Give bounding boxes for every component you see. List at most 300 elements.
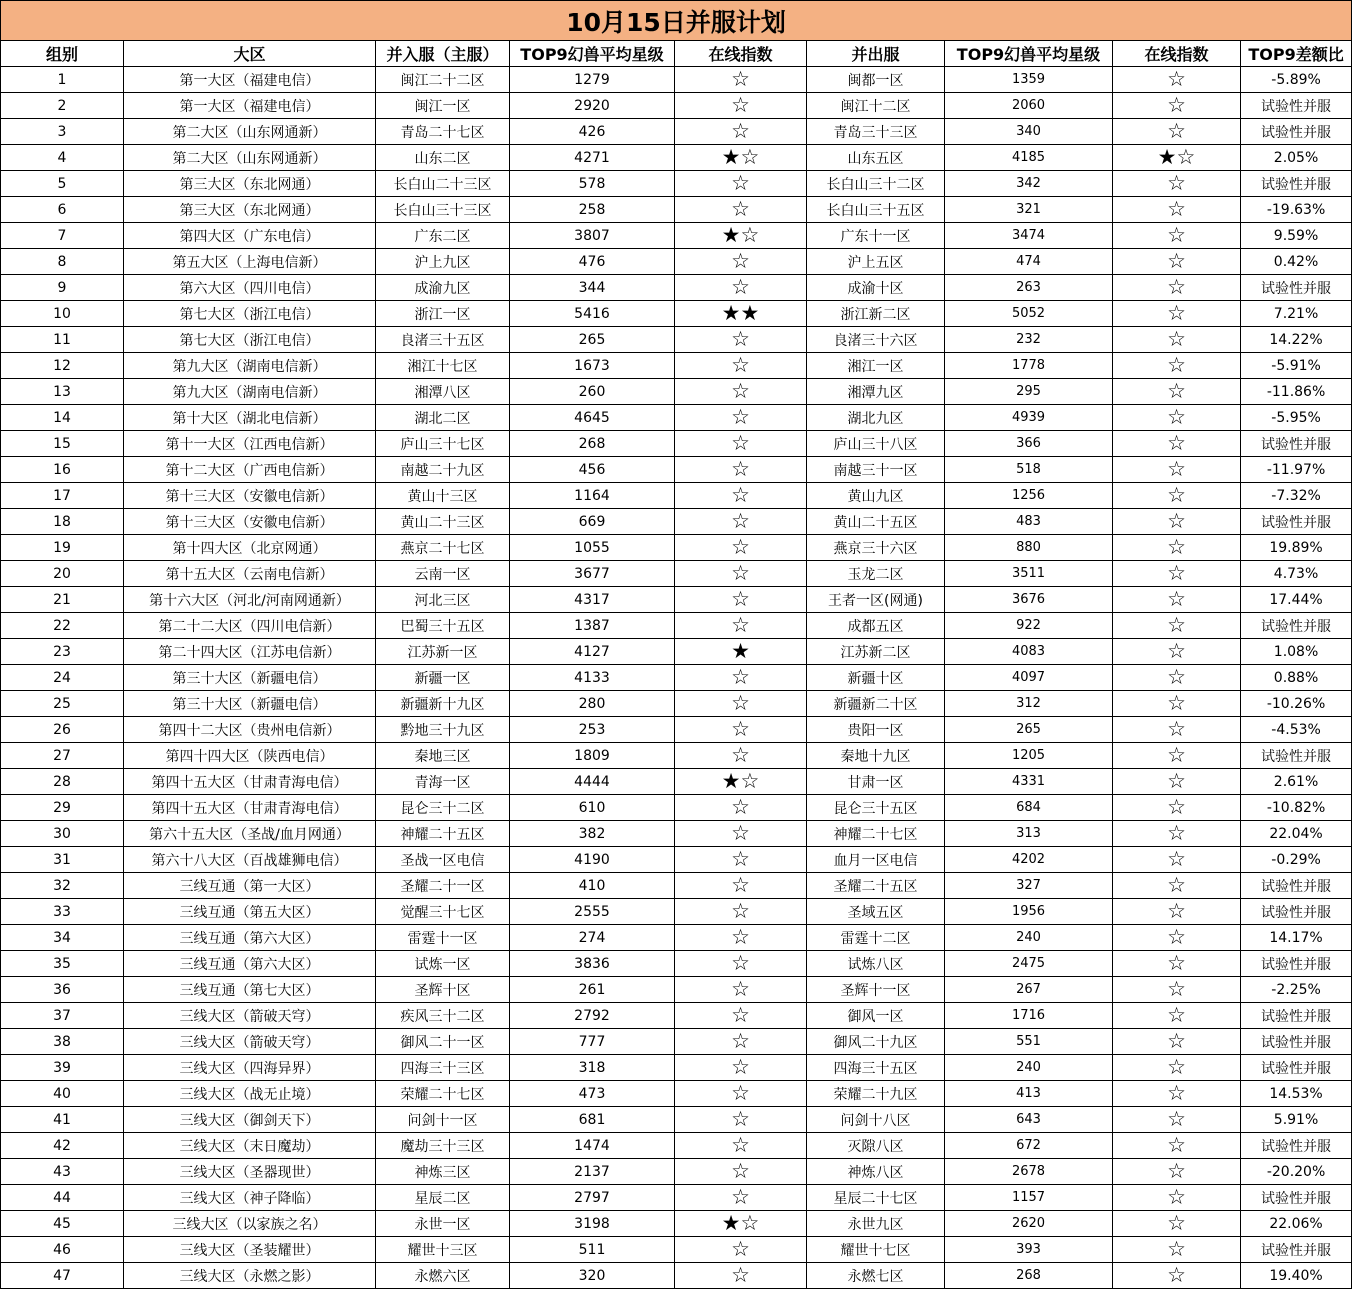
cell-group[interactable]: 37 <box>1 1003 124 1029</box>
cell-group[interactable]: 45 <box>1 1211 124 1237</box>
cell-region[interactable]: 第十四大区（北京网通） <box>124 535 376 561</box>
cell-region[interactable]: 三线互通（第七大区） <box>124 977 376 1003</box>
cell-region[interactable]: 第四十四大区（陕西电信） <box>124 743 376 769</box>
cell-out-server[interactable]: 庐山三十八区 <box>807 431 945 457</box>
header-group[interactable]: 组别 <box>1 41 124 67</box>
cell-out-top9[interactable]: 1359 <box>945 67 1113 93</box>
cell-out-online[interactable]: ☆ <box>1113 821 1241 847</box>
cell-region[interactable]: 三线大区（箭破天穹） <box>124 1029 376 1055</box>
cell-main-online[interactable]: ☆ <box>675 1107 807 1133</box>
cell-region[interactable]: 三线大区（箭破天穹） <box>124 1003 376 1029</box>
header-out-server[interactable]: 并出服 <box>807 41 945 67</box>
cell-out-online[interactable]: ☆ <box>1113 873 1241 899</box>
cell-group[interactable]: 42 <box>1 1133 124 1159</box>
cell-main-online[interactable]: ☆ <box>675 171 807 197</box>
cell-out-server[interactable]: 江苏新二区 <box>807 639 945 665</box>
cell-group[interactable]: 46 <box>1 1237 124 1263</box>
cell-out-server[interactable]: 耀世十七区 <box>807 1237 945 1263</box>
cell-out-top9[interactable]: 313 <box>945 821 1113 847</box>
cell-main-server[interactable]: 秦地三区 <box>376 743 510 769</box>
cell-main-server[interactable]: 永燃六区 <box>376 1263 510 1289</box>
cell-out-server[interactable]: 青岛三十三区 <box>807 119 945 145</box>
cell-out-server[interactable]: 广东十一区 <box>807 223 945 249</box>
cell-main-server[interactable]: 湖北二区 <box>376 405 510 431</box>
cell-region[interactable]: 第四十二大区（贵州电信新） <box>124 717 376 743</box>
cell-region[interactable]: 第十二大区（广西电信新） <box>124 457 376 483</box>
cell-main-top9[interactable]: 344 <box>510 275 675 301</box>
cell-out-top9[interactable]: 267 <box>945 977 1113 1003</box>
cell-out-online[interactable]: ☆ <box>1113 691 1241 717</box>
cell-main-top9[interactable]: 1474 <box>510 1133 675 1159</box>
cell-out-server[interactable]: 永燃七区 <box>807 1263 945 1289</box>
cell-diff-ratio[interactable]: 试验性并服 <box>1241 171 1352 197</box>
cell-group[interactable]: 22 <box>1 613 124 639</box>
cell-main-server[interactable]: 云南一区 <box>376 561 510 587</box>
cell-out-top9[interactable]: 340 <box>945 119 1113 145</box>
header-out-top9[interactable]: TOP9幻兽平均星级 <box>945 41 1113 67</box>
cell-main-server[interactable]: 广东二区 <box>376 223 510 249</box>
cell-out-top9[interactable]: 321 <box>945 197 1113 223</box>
cell-diff-ratio[interactable]: -10.82% <box>1241 795 1352 821</box>
cell-out-online[interactable]: ☆ <box>1113 1211 1241 1237</box>
cell-main-server[interactable]: 试炼一区 <box>376 951 510 977</box>
cell-diff-ratio[interactable]: 试验性并服 <box>1241 873 1352 899</box>
cell-out-top9[interactable]: 1256 <box>945 483 1113 509</box>
cell-main-top9[interactable]: 4317 <box>510 587 675 613</box>
cell-out-top9[interactable]: 1157 <box>945 1185 1113 1211</box>
cell-region[interactable]: 三线大区（战无止境） <box>124 1081 376 1107</box>
cell-region[interactable]: 第四大区（广东电信） <box>124 223 376 249</box>
cell-out-online[interactable]: ☆ <box>1113 67 1241 93</box>
cell-region[interactable]: 三线大区（圣器现世） <box>124 1159 376 1185</box>
cell-region[interactable]: 三线大区（御剑天下） <box>124 1107 376 1133</box>
cell-main-top9[interactable]: 511 <box>510 1237 675 1263</box>
cell-out-server[interactable]: 昆仑三十五区 <box>807 795 945 821</box>
cell-main-top9[interactable]: 320 <box>510 1263 675 1289</box>
cell-out-top9[interactable]: 1956 <box>945 899 1113 925</box>
cell-region[interactable]: 第十大区（湖北电信新） <box>124 405 376 431</box>
cell-main-top9[interactable]: 1164 <box>510 483 675 509</box>
cell-main-server[interactable]: 沪上九区 <box>376 249 510 275</box>
cell-main-server[interactable]: 神炼三区 <box>376 1159 510 1185</box>
cell-group[interactable]: 18 <box>1 509 124 535</box>
cell-main-server[interactable]: 永世一区 <box>376 1211 510 1237</box>
cell-main-online[interactable]: ☆ <box>675 717 807 743</box>
cell-main-online[interactable]: ★☆ <box>675 145 807 171</box>
cell-main-top9[interactable]: 2920 <box>510 93 675 119</box>
cell-main-top9[interactable]: 4645 <box>510 405 675 431</box>
cell-diff-ratio[interactable]: 9.59% <box>1241 223 1352 249</box>
cell-group[interactable]: 33 <box>1 899 124 925</box>
cell-diff-ratio[interactable]: 试验性并服 <box>1241 951 1352 977</box>
cell-diff-ratio[interactable]: 试验性并服 <box>1241 1185 1352 1211</box>
cell-out-online[interactable]: ☆ <box>1113 249 1241 275</box>
header-main-online[interactable]: 在线指数 <box>675 41 807 67</box>
cell-main-server[interactable]: 长白山二十三区 <box>376 171 510 197</box>
cell-group[interactable]: 30 <box>1 821 124 847</box>
cell-diff-ratio[interactable]: 试验性并服 <box>1241 509 1352 535</box>
cell-main-top9[interactable]: 274 <box>510 925 675 951</box>
cell-main-server[interactable]: 问剑十一区 <box>376 1107 510 1133</box>
cell-main-server[interactable]: 觉醒三十七区 <box>376 899 510 925</box>
cell-main-online[interactable]: ☆ <box>675 1185 807 1211</box>
cell-main-top9[interactable]: 1055 <box>510 535 675 561</box>
cell-out-server[interactable]: 良渚三十六区 <box>807 327 945 353</box>
cell-out-online[interactable]: ☆ <box>1113 1081 1241 1107</box>
cell-diff-ratio[interactable]: -5.89% <box>1241 67 1352 93</box>
cell-diff-ratio[interactable]: -2.25% <box>1241 977 1352 1003</box>
cell-out-server[interactable]: 沪上五区 <box>807 249 945 275</box>
cell-main-server[interactable]: 疾风三十二区 <box>376 1003 510 1029</box>
cell-main-online[interactable]: ☆ <box>675 379 807 405</box>
cell-main-online[interactable]: ★☆ <box>675 769 807 795</box>
cell-out-server[interactable]: 血月一区电信 <box>807 847 945 873</box>
cell-out-top9[interactable]: 4202 <box>945 847 1113 873</box>
cell-main-top9[interactable]: 1279 <box>510 67 675 93</box>
cell-diff-ratio[interactable]: 试验性并服 <box>1241 1055 1352 1081</box>
cell-out-online[interactable]: ☆ <box>1113 587 1241 613</box>
cell-main-online[interactable]: ☆ <box>675 535 807 561</box>
header-main-server[interactable]: 并入服（主服） <box>376 41 510 67</box>
cell-region[interactable]: 第一大区（福建电信） <box>124 67 376 93</box>
cell-region[interactable]: 第三十大区（新疆电信） <box>124 665 376 691</box>
cell-region[interactable]: 第七大区（浙江电信） <box>124 301 376 327</box>
cell-main-top9[interactable]: 5416 <box>510 301 675 327</box>
cell-diff-ratio[interactable]: -7.32% <box>1241 483 1352 509</box>
cell-diff-ratio[interactable]: 试验性并服 <box>1241 1237 1352 1263</box>
cell-group[interactable]: 20 <box>1 561 124 587</box>
cell-region[interactable]: 第三大区（东北网通） <box>124 197 376 223</box>
cell-out-online[interactable]: ☆ <box>1113 613 1241 639</box>
cell-out-server[interactable]: 黄山二十五区 <box>807 509 945 535</box>
cell-main-top9[interactable]: 456 <box>510 457 675 483</box>
cell-out-top9[interactable]: 643 <box>945 1107 1113 1133</box>
cell-main-online[interactable]: ☆ <box>675 795 807 821</box>
cell-main-online[interactable]: ☆ <box>675 1237 807 1263</box>
cell-main-online[interactable]: ☆ <box>675 1055 807 1081</box>
cell-main-server[interactable]: 黔地三十九区 <box>376 717 510 743</box>
cell-out-top9[interactable]: 413 <box>945 1081 1113 1107</box>
cell-diff-ratio[interactable]: -20.20% <box>1241 1159 1352 1185</box>
cell-out-server[interactable]: 雷霆十二区 <box>807 925 945 951</box>
cell-main-top9[interactable]: 253 <box>510 717 675 743</box>
cell-main-top9[interactable]: 280 <box>510 691 675 717</box>
cell-out-online[interactable]: ☆ <box>1113 665 1241 691</box>
cell-region[interactable]: 第一大区（福建电信） <box>124 93 376 119</box>
cell-group[interactable]: 35 <box>1 951 124 977</box>
cell-main-online[interactable]: ☆ <box>675 483 807 509</box>
cell-main-top9[interactable]: 476 <box>510 249 675 275</box>
cell-out-top9[interactable]: 342 <box>945 171 1113 197</box>
cell-group[interactable]: 31 <box>1 847 124 873</box>
cell-main-top9[interactable]: 578 <box>510 171 675 197</box>
cell-out-top9[interactable]: 4083 <box>945 639 1113 665</box>
cell-diff-ratio[interactable]: -5.91% <box>1241 353 1352 379</box>
cell-out-server[interactable]: 湖北九区 <box>807 405 945 431</box>
cell-main-server[interactable]: 河北三区 <box>376 587 510 613</box>
cell-main-top9[interactable]: 1387 <box>510 613 675 639</box>
cell-diff-ratio[interactable]: 试验性并服 <box>1241 1133 1352 1159</box>
cell-out-top9[interactable]: 2475 <box>945 951 1113 977</box>
cell-group[interactable]: 12 <box>1 353 124 379</box>
cell-out-online[interactable]: ☆ <box>1113 93 1241 119</box>
cell-out-online[interactable]: ☆ <box>1113 535 1241 561</box>
cell-group[interactable]: 21 <box>1 587 124 613</box>
cell-main-server[interactable]: 庐山三十七区 <box>376 431 510 457</box>
cell-region[interactable]: 第六十八大区（百战雄狮电信） <box>124 847 376 873</box>
cell-out-top9[interactable]: 1778 <box>945 353 1113 379</box>
cell-main-online[interactable]: ☆ <box>675 275 807 301</box>
cell-group[interactable]: 47 <box>1 1263 124 1289</box>
cell-main-online[interactable]: ☆ <box>675 925 807 951</box>
cell-region[interactable]: 第二十四大区（江苏电信新） <box>124 639 376 665</box>
cell-out-server[interactable]: 灭隙八区 <box>807 1133 945 1159</box>
cell-group[interactable]: 26 <box>1 717 124 743</box>
cell-main-server[interactable]: 江苏新一区 <box>376 639 510 665</box>
cell-region[interactable]: 三线互通（第五大区） <box>124 899 376 925</box>
cell-out-online[interactable]: ☆ <box>1113 639 1241 665</box>
cell-diff-ratio[interactable]: 1.08% <box>1241 639 1352 665</box>
cell-group[interactable]: 23 <box>1 639 124 665</box>
cell-out-online[interactable]: ☆ <box>1113 1237 1241 1263</box>
cell-out-online[interactable]: ☆ <box>1113 457 1241 483</box>
cell-out-top9[interactable]: 5052 <box>945 301 1113 327</box>
cell-out-online[interactable]: ☆ <box>1113 561 1241 587</box>
cell-group[interactable]: 10 <box>1 301 124 327</box>
cell-out-online[interactable]: ☆ <box>1113 171 1241 197</box>
cell-out-server[interactable]: 问剑十八区 <box>807 1107 945 1133</box>
cell-group[interactable]: 15 <box>1 431 124 457</box>
cell-diff-ratio[interactable]: 7.21% <box>1241 301 1352 327</box>
cell-out-server[interactable]: 贵阳一区 <box>807 717 945 743</box>
cell-out-server[interactable]: 闽江十二区 <box>807 93 945 119</box>
cell-main-server[interactable]: 荣耀二十七区 <box>376 1081 510 1107</box>
cell-out-server[interactable]: 圣辉十一区 <box>807 977 945 1003</box>
cell-region[interactable]: 第九大区（湖南电信新） <box>124 379 376 405</box>
cell-region[interactable]: 三线互通（第六大区） <box>124 925 376 951</box>
cell-group[interactable]: 17 <box>1 483 124 509</box>
cell-diff-ratio[interactable]: 试验性并服 <box>1241 275 1352 301</box>
cell-out-top9[interactable]: 4097 <box>945 665 1113 691</box>
cell-out-top9[interactable]: 483 <box>945 509 1113 535</box>
cell-region[interactable]: 第十五大区（云南电信新） <box>124 561 376 587</box>
cell-main-top9[interactable]: 473 <box>510 1081 675 1107</box>
cell-group[interactable]: 13 <box>1 379 124 405</box>
cell-out-top9[interactable]: 2678 <box>945 1159 1113 1185</box>
cell-main-online[interactable]: ☆ <box>675 197 807 223</box>
cell-out-top9[interactable]: 240 <box>945 925 1113 951</box>
header-diff-ratio[interactable]: TOP9差额比 <box>1241 41 1352 67</box>
cell-main-top9[interactable]: 4190 <box>510 847 675 873</box>
cell-diff-ratio[interactable]: -0.29% <box>1241 847 1352 873</box>
cell-diff-ratio[interactable]: -5.95% <box>1241 405 1352 431</box>
cell-diff-ratio[interactable]: -11.97% <box>1241 457 1352 483</box>
cell-main-online[interactable]: ☆ <box>675 1133 807 1159</box>
cell-out-server[interactable]: 御风一区 <box>807 1003 945 1029</box>
cell-main-online[interactable]: ☆ <box>675 899 807 925</box>
cell-main-online[interactable]: ☆ <box>675 587 807 613</box>
cell-diff-ratio[interactable]: 4.73% <box>1241 561 1352 587</box>
cell-region[interactable]: 三线大区（末日魔劫） <box>124 1133 376 1159</box>
cell-out-top9[interactable]: 474 <box>945 249 1113 275</box>
cell-diff-ratio[interactable]: 试验性并服 <box>1241 613 1352 639</box>
cell-main-online[interactable]: ☆ <box>675 743 807 769</box>
cell-group[interactable]: 8 <box>1 249 124 275</box>
cell-out-online[interactable]: ☆ <box>1113 379 1241 405</box>
cell-main-server[interactable]: 昆仑三十二区 <box>376 795 510 821</box>
cell-out-top9[interactable]: 4185 <box>945 145 1113 171</box>
cell-out-top9[interactable]: 922 <box>945 613 1113 639</box>
cell-main-top9[interactable]: 2792 <box>510 1003 675 1029</box>
cell-region[interactable]: 第十一大区（江西电信新） <box>124 431 376 457</box>
cell-main-top9[interactable]: 1809 <box>510 743 675 769</box>
cell-out-online[interactable]: ☆ <box>1113 353 1241 379</box>
cell-out-online[interactable]: ☆ <box>1113 327 1241 353</box>
cell-main-top9[interactable]: 2555 <box>510 899 675 925</box>
cell-main-top9[interactable]: 260 <box>510 379 675 405</box>
cell-out-server[interactable]: 湘江一区 <box>807 353 945 379</box>
cell-main-online[interactable]: ★★ <box>675 301 807 327</box>
cell-region[interactable]: 第二大区（山东网通新） <box>124 145 376 171</box>
cell-diff-ratio[interactable]: 14.17% <box>1241 925 1352 951</box>
cell-out-server[interactable]: 闽都一区 <box>807 67 945 93</box>
cell-main-online[interactable]: ☆ <box>675 353 807 379</box>
cell-main-top9[interactable]: 4133 <box>510 665 675 691</box>
cell-out-server[interactable]: 神耀二十七区 <box>807 821 945 847</box>
cell-group[interactable]: 39 <box>1 1055 124 1081</box>
cell-out-server[interactable]: 黄山九区 <box>807 483 945 509</box>
cell-region[interactable]: 第十三大区（安徽电信新） <box>124 509 376 535</box>
cell-main-online[interactable]: ☆ <box>675 977 807 1003</box>
cell-diff-ratio[interactable]: -19.63% <box>1241 197 1352 223</box>
cell-diff-ratio[interactable]: 0.42% <box>1241 249 1352 275</box>
cell-group[interactable]: 4 <box>1 145 124 171</box>
cell-out-server[interactable]: 秦地十九区 <box>807 743 945 769</box>
cell-region[interactable]: 三线大区（圣装耀世） <box>124 1237 376 1263</box>
cell-out-online[interactable]: ☆ <box>1113 925 1241 951</box>
cell-out-online[interactable]: ☆ <box>1113 301 1241 327</box>
cell-main-online[interactable]: ☆ <box>675 873 807 899</box>
cell-main-online[interactable]: ☆ <box>675 249 807 275</box>
cell-out-online[interactable]: ☆ <box>1113 951 1241 977</box>
cell-out-online[interactable]: ☆ <box>1113 1263 1241 1289</box>
cell-region[interactable]: 第七大区（浙江电信） <box>124 327 376 353</box>
cell-out-online[interactable]: ☆ <box>1113 717 1241 743</box>
cell-out-online[interactable]: ☆ <box>1113 977 1241 1003</box>
cell-diff-ratio[interactable]: 试验性并服 <box>1241 1029 1352 1055</box>
cell-main-online[interactable]: ☆ <box>675 561 807 587</box>
cell-diff-ratio[interactable]: 试验性并服 <box>1241 743 1352 769</box>
cell-out-server[interactable]: 星辰二十七区 <box>807 1185 945 1211</box>
cell-out-server[interactable]: 长白山三十二区 <box>807 171 945 197</box>
cell-main-server[interactable]: 黄山二十三区 <box>376 509 510 535</box>
cell-group[interactable]: 25 <box>1 691 124 717</box>
cell-main-server[interactable]: 圣耀二十一区 <box>376 873 510 899</box>
cell-main-server[interactable]: 神耀二十五区 <box>376 821 510 847</box>
cell-out-top9[interactable]: 366 <box>945 431 1113 457</box>
cell-group[interactable]: 6 <box>1 197 124 223</box>
cell-main-online[interactable]: ☆ <box>675 847 807 873</box>
cell-out-top9[interactable]: 518 <box>945 457 1113 483</box>
cell-out-top9[interactable]: 672 <box>945 1133 1113 1159</box>
cell-diff-ratio[interactable]: 试验性并服 <box>1241 119 1352 145</box>
cell-main-server[interactable]: 御风二十一区 <box>376 1029 510 1055</box>
cell-out-online[interactable]: ☆ <box>1113 483 1241 509</box>
cell-main-online[interactable]: ☆ <box>675 1003 807 1029</box>
cell-out-server[interactable]: 湘潭九区 <box>807 379 945 405</box>
cell-main-server[interactable]: 耀世十三区 <box>376 1237 510 1263</box>
cell-diff-ratio[interactable]: -11.86% <box>1241 379 1352 405</box>
cell-out-server[interactable]: 玉龙二区 <box>807 561 945 587</box>
cell-main-server[interactable]: 山东二区 <box>376 145 510 171</box>
sheet-title[interactable]: 10月15日并服计划 <box>1 1 1352 41</box>
cell-group[interactable]: 24 <box>1 665 124 691</box>
cell-out-online[interactable]: ☆ <box>1113 197 1241 223</box>
header-main-top9[interactable]: TOP9幻兽平均星级 <box>510 41 675 67</box>
header-out-online[interactable]: 在线指数 <box>1113 41 1241 67</box>
cell-out-online[interactable]: ☆ <box>1113 847 1241 873</box>
cell-out-top9[interactable]: 393 <box>945 1237 1113 1263</box>
cell-main-top9[interactable]: 268 <box>510 431 675 457</box>
cell-main-server[interactable]: 南越二十九区 <box>376 457 510 483</box>
cell-group[interactable]: 28 <box>1 769 124 795</box>
cell-diff-ratio[interactable]: 17.44% <box>1241 587 1352 613</box>
cell-main-online[interactable]: ☆ <box>675 93 807 119</box>
cell-main-online[interactable]: ☆ <box>675 119 807 145</box>
cell-main-top9[interactable]: 777 <box>510 1029 675 1055</box>
cell-out-top9[interactable]: 327 <box>945 873 1113 899</box>
cell-main-online[interactable]: ☆ <box>675 613 807 639</box>
cell-main-top9[interactable]: 4127 <box>510 639 675 665</box>
cell-main-server[interactable]: 长白山三十三区 <box>376 197 510 223</box>
cell-region[interactable]: 三线大区（永燃之影） <box>124 1263 376 1289</box>
cell-out-top9[interactable]: 3511 <box>945 561 1113 587</box>
cell-main-top9[interactable]: 3807 <box>510 223 675 249</box>
cell-diff-ratio[interactable]: 14.22% <box>1241 327 1352 353</box>
cell-main-online[interactable]: ★☆ <box>675 223 807 249</box>
cell-diff-ratio[interactable]: -4.53% <box>1241 717 1352 743</box>
cell-main-online[interactable]: ☆ <box>675 1159 807 1185</box>
cell-main-online[interactable]: ★ <box>675 639 807 665</box>
cell-main-top9[interactable]: 4444 <box>510 769 675 795</box>
cell-main-top9[interactable]: 261 <box>510 977 675 1003</box>
cell-main-top9[interactable]: 382 <box>510 821 675 847</box>
cell-out-server[interactable]: 荣耀二十九区 <box>807 1081 945 1107</box>
cell-out-top9[interactable]: 295 <box>945 379 1113 405</box>
cell-main-server[interactable]: 新疆一区 <box>376 665 510 691</box>
cell-out-server[interactable]: 成渝十区 <box>807 275 945 301</box>
cell-out-server[interactable]: 新疆十区 <box>807 665 945 691</box>
cell-main-top9[interactable]: 410 <box>510 873 675 899</box>
cell-main-online[interactable]: ☆ <box>675 405 807 431</box>
cell-out-online[interactable]: ☆ <box>1113 431 1241 457</box>
cell-main-online[interactable]: ☆ <box>675 509 807 535</box>
cell-out-top9[interactable]: 312 <box>945 691 1113 717</box>
cell-group[interactable]: 34 <box>1 925 124 951</box>
cell-main-server[interactable]: 雷霆十一区 <box>376 925 510 951</box>
cell-out-online[interactable]: ☆ <box>1113 795 1241 821</box>
cell-group[interactable]: 41 <box>1 1107 124 1133</box>
cell-main-top9[interactable]: 1673 <box>510 353 675 379</box>
cell-group[interactable]: 7 <box>1 223 124 249</box>
cell-out-top9[interactable]: 240 <box>945 1055 1113 1081</box>
cell-main-top9[interactable]: 318 <box>510 1055 675 1081</box>
cell-region[interactable]: 第六十五大区（圣战/血月网通） <box>124 821 376 847</box>
cell-out-online[interactable]: ☆ <box>1113 1029 1241 1055</box>
cell-group[interactable]: 29 <box>1 795 124 821</box>
cell-group[interactable]: 1 <box>1 67 124 93</box>
cell-main-top9[interactable]: 258 <box>510 197 675 223</box>
